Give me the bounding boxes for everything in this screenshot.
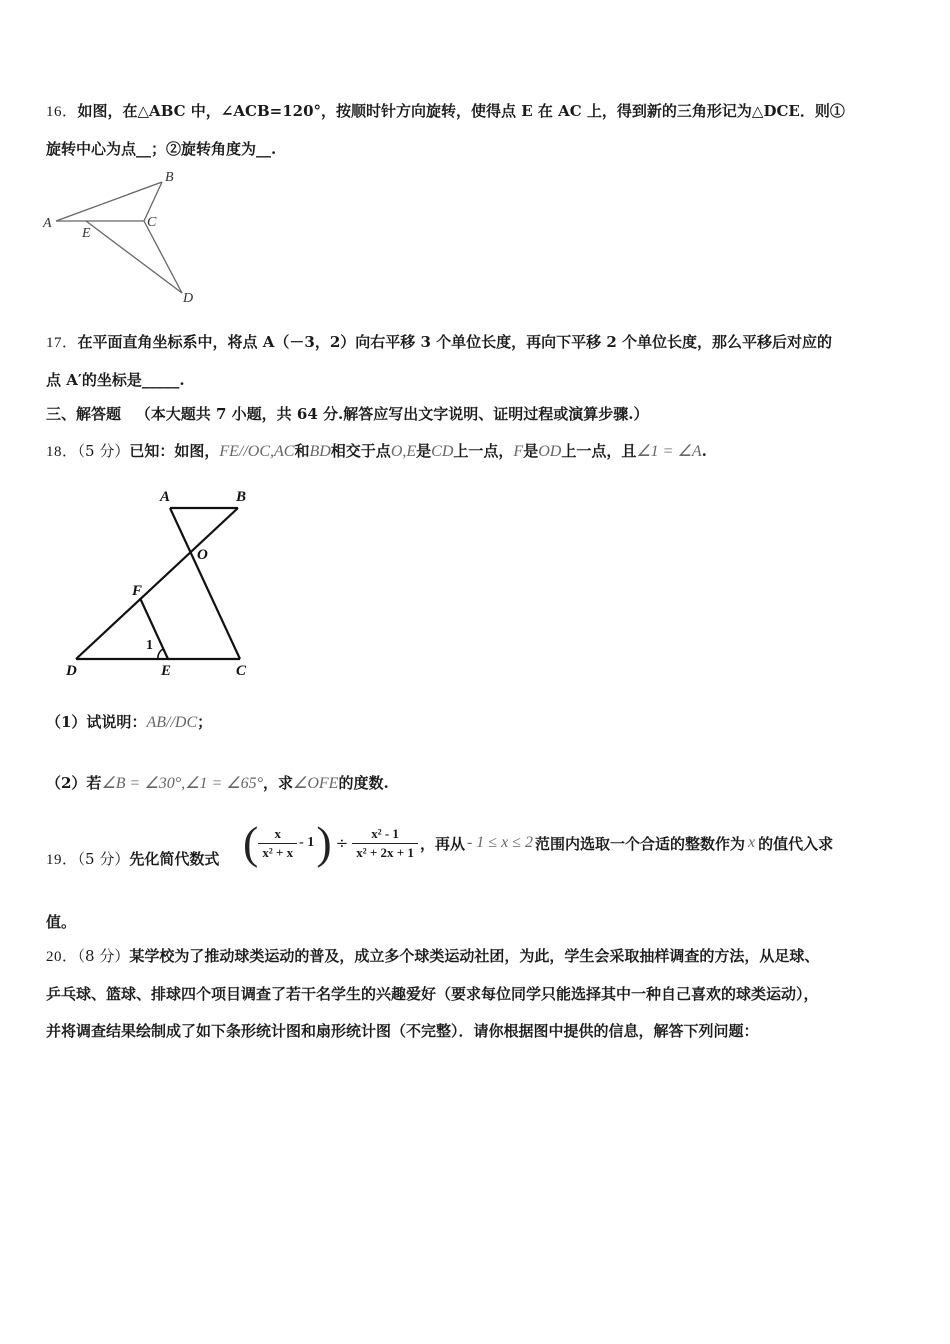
- q19-frac2-numerator: x² - 1: [352, 825, 418, 844]
- q18-math-2: BD: [309, 443, 331, 460]
- q19-frac1-denominator: x² + x: [262, 844, 294, 860]
- q18-number: 18．: [46, 444, 78, 460]
- q19-line1-start: [46, 848, 219, 871]
- q20-line2: 乒乓球、篮球、排球四个项目调查了若干名学生的兴趣爱好（要求每位同学只能选择其中一种自己喜欢的球类运动），: [46, 985, 819, 1003]
- q20-line1: [46, 945, 910, 968]
- q18-math-4: CD: [431, 443, 454, 460]
- q18-text-2: 和: [294, 442, 310, 460]
- q19-left-paren: (: [243, 817, 259, 868]
- q18-label-b: B: [236, 489, 247, 505]
- q18-math-5: F: [513, 443, 524, 460]
- q18-math-3: O,E: [390, 443, 417, 460]
- q19-range: - 1 ≤ x ≤ 2: [466, 834, 533, 851]
- q19-line2: 值。: [46, 913, 77, 931]
- q16-label-e: E: [82, 226, 91, 241]
- q19-right-paren: ): [316, 817, 332, 868]
- q19-text-3: 范围内选取一个合适的整数作为: [534, 834, 745, 853]
- section3-note: （本大题共 7 小题，共 64 分.解答应写出文字说明、证明过程或演算步骤.）: [135, 405, 649, 423]
- q18-part2-end: 的度数.: [338, 774, 389, 792]
- q18-text-1: 已知：如图，: [129, 442, 220, 460]
- q18-part2-math2: ∠OFE: [293, 775, 339, 792]
- q18-label-e: E: [161, 663, 172, 679]
- q18-part2-mid: ，求: [262, 774, 293, 792]
- q19-number: 19．: [46, 852, 78, 868]
- q18-label-1: 1: [146, 638, 153, 653]
- q19-divide: ÷: [335, 834, 349, 852]
- q16-label-b: B: [165, 170, 174, 185]
- q18-text-8: .: [701, 442, 707, 460]
- q19-expression: [243, 818, 833, 868]
- q18-text-3: 相交于点: [330, 442, 391, 460]
- q18-text-6: 是: [523, 442, 539, 460]
- q19-minus-one: - 1: [299, 835, 315, 850]
- q17-number: 17．: [46, 335, 78, 351]
- q18-label-f: F: [132, 583, 143, 599]
- q19-text-1: 先化简代数式: [129, 850, 220, 868]
- q18-line1: [46, 440, 910, 463]
- q18-part2: [46, 772, 910, 795]
- q20-text-1: 某学校为了推动球类运动的普及，成立多个球类运动社团，为此，学生会采取抽样调查的方法，从足球、: [129, 947, 820, 965]
- q16-line1: [46, 100, 910, 123]
- q18-score: （5 分）: [77, 442, 130, 460]
- q18-figure: [48, 483, 278, 683]
- q18-angle-1-arc: [158, 649, 163, 659]
- q19-score: （5 分）: [77, 850, 130, 868]
- q20-line3: 并将调查结果绘制成了如下条形统计图和扇形统计图（不完整）．请你根据图中提供的信息，解答下列问题：: [46, 1022, 759, 1040]
- q18-part1-end: ；: [197, 713, 213, 731]
- q19-variable: x: [747, 834, 756, 851]
- q16-seg-cd: [144, 221, 182, 293]
- q19-frac2-denominator: x² + 2x + 1: [356, 844, 414, 860]
- q16-text-1: 如图，在△ABC 中，∠ACB=120°，按顺时针方向旋转，使得点 E 在 AC 上，得到新的三角形记为△DCE．则①: [77, 102, 845, 120]
- q18-text-4: 是: [416, 442, 432, 460]
- q18-math-1: FE//OC,AC: [219, 443, 295, 460]
- q16-seg-ed: [86, 221, 182, 293]
- q16-number: 16．: [46, 104, 78, 120]
- q19-fraction-2: [352, 825, 418, 862]
- q16-label-d: D: [183, 291, 194, 306]
- q16-label-c: C: [147, 215, 157, 230]
- q20-score: （8 分）: [77, 947, 130, 965]
- q17-line1: [46, 331, 910, 354]
- q19-text-2: ，再从: [419, 834, 465, 853]
- q18-part2-math: ∠B = ∠30°,∠1 = ∠65°: [101, 775, 263, 792]
- q18-part1: [46, 711, 910, 734]
- section3-title: 三、解答题: [46, 405, 122, 423]
- q20-number: 20．: [46, 949, 78, 965]
- section3-heading: [46, 403, 910, 425]
- q16-line2: 旋转中心为点__；②旋转角度为__.: [46, 140, 277, 158]
- q18-seg-ac: [170, 508, 240, 659]
- q19-fraction-1: [258, 825, 297, 862]
- q19-text-4: 的值代入求: [758, 834, 834, 853]
- q18-label-a: A: [160, 489, 171, 505]
- q17-text-1: 在平面直角坐标系中，将点 A（－3，2）向右平移 3 个单位长度，再向下平移 2 个单位长度，那么平移后对应的: [77, 333, 833, 351]
- q18-part1-label: （1）试说明：: [46, 713, 147, 731]
- q18-part2-label: （2）若: [46, 774, 102, 792]
- q18-part1-math: AB//DC: [146, 714, 198, 731]
- q18-text-5: 上一点，: [453, 442, 514, 460]
- q18-label-c: C: [236, 663, 247, 679]
- q18-text-7: 上一点，且: [561, 442, 637, 460]
- q18-math-7: ∠1 = ∠A: [636, 443, 702, 460]
- q18-label-o: O: [197, 547, 208, 563]
- q17-line2: 点 A′的坐标是_____.: [46, 371, 185, 389]
- q18-label-d: D: [66, 663, 77, 679]
- q18-seg-fe: [140, 598, 168, 659]
- q18-math-6: OD: [538, 443, 562, 460]
- q16-figure: [40, 165, 210, 310]
- q16-label-a: A: [43, 216, 52, 231]
- q19-frac1-numerator: x: [258, 825, 297, 844]
